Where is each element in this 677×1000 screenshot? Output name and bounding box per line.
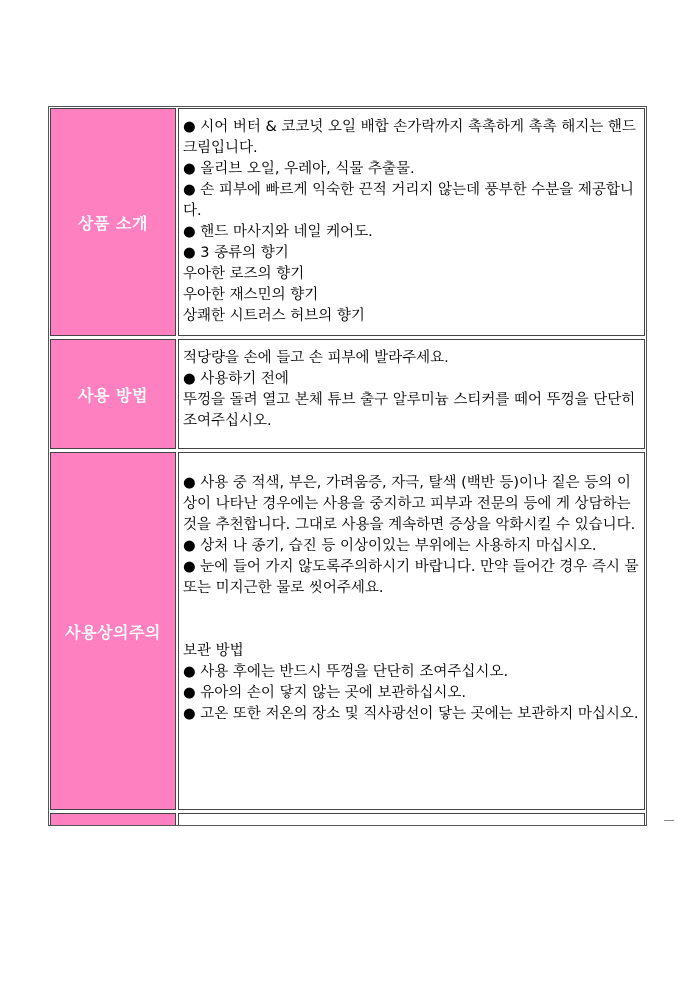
usage-line: 뚜껑을 돌려 열고 본체 튜브 출구 알루미늄 스티커를 떼어 뚜껑을 단단히 조여주십시오.: [183, 392, 636, 429]
row-label-precautions: 사용상의주의: [50, 452, 176, 810]
intro-line: 우아한 재스민의 향기: [183, 287, 319, 303]
storage-line: ● 유아의 손이 닿지 않는 곳에 보관하십시오.: [183, 685, 467, 701]
row-label-product-intro: 상품 소개: [50, 108, 176, 336]
page-edge-mark: [664, 820, 674, 821]
storage-line: ● 사용 후에는 반드시 뚜껑을 단단히 조여주십시오.: [183, 664, 509, 680]
precaution-line: ● 눈에 들어 가지 않도록주의하시기 바랍니다. 만약 들어간 경우 즉시 물 또는 미지근한 물로 씻어주세요.: [183, 559, 639, 596]
intro-line: ● 손 피부에 빠르게 익숙한 끈적 거리지 않는데 풍부한 수분을 제공합니다.: [183, 182, 634, 219]
intro-line: ● 3 종류의 향기: [183, 245, 289, 261]
precaution-line: ● 상처 나 종기, 습진 등 이상이있는 부위에는 사용하지 마십시오.: [183, 538, 597, 554]
intro-line: ● 올리브 오일, 우레아, 식물 추출물.: [183, 161, 415, 177]
intro-line: ● 시어 버터 & 코코넛 오일 배합 손가락까지 촉촉하게 촉촉 해지는 핸드 크림입니다.: [183, 119, 636, 156]
section-spacer: [183, 599, 640, 641]
intro-line: ● 핸드 마사지와 네일 케어도.: [183, 224, 373, 240]
continued-content: [178, 813, 645, 826]
row-label-continued: [50, 813, 176, 826]
table-row-continued: [50, 813, 645, 826]
precautions-content: [178, 452, 645, 810]
product-intro-content: [178, 108, 645, 336]
usage-line: 적당량을 손에 들고 손 피부에 발라주세요.: [183, 350, 449, 366]
storage-line: ● 고온 또한 저온의 장소 및 직사광선이 닿는 곳에는 보관하지 마십시오.: [183, 706, 639, 722]
intro-line: 상쾌한 시트러스 허브의 향기: [183, 308, 365, 324]
storage-heading: 보관 방법: [183, 643, 244, 659]
product-info-table: [48, 106, 647, 826]
row-label-usage: 사용 방법: [50, 339, 176, 449]
table-row-precautions: [50, 452, 645, 810]
usage-content: [178, 339, 645, 449]
intro-line: 우아한 로즈의 향기: [183, 266, 305, 282]
table-row-product-intro: [50, 108, 645, 336]
precaution-line: ● 사용 중 적색, 부은, 가려움증, 자극, 탈색 (백반 등)이나 짙은 등의 이상이 나타난 경우에는 사용을 중지하고 피부과 전문의 등에 게 상담하는 것을 추천합니다. 그대로 사용을 계속하면 증상을 악화시킬 수 있습니다.: [183, 475, 636, 533]
table-row-usage: [50, 339, 645, 449]
usage-line: ● 사용하기 전에: [183, 371, 289, 387]
